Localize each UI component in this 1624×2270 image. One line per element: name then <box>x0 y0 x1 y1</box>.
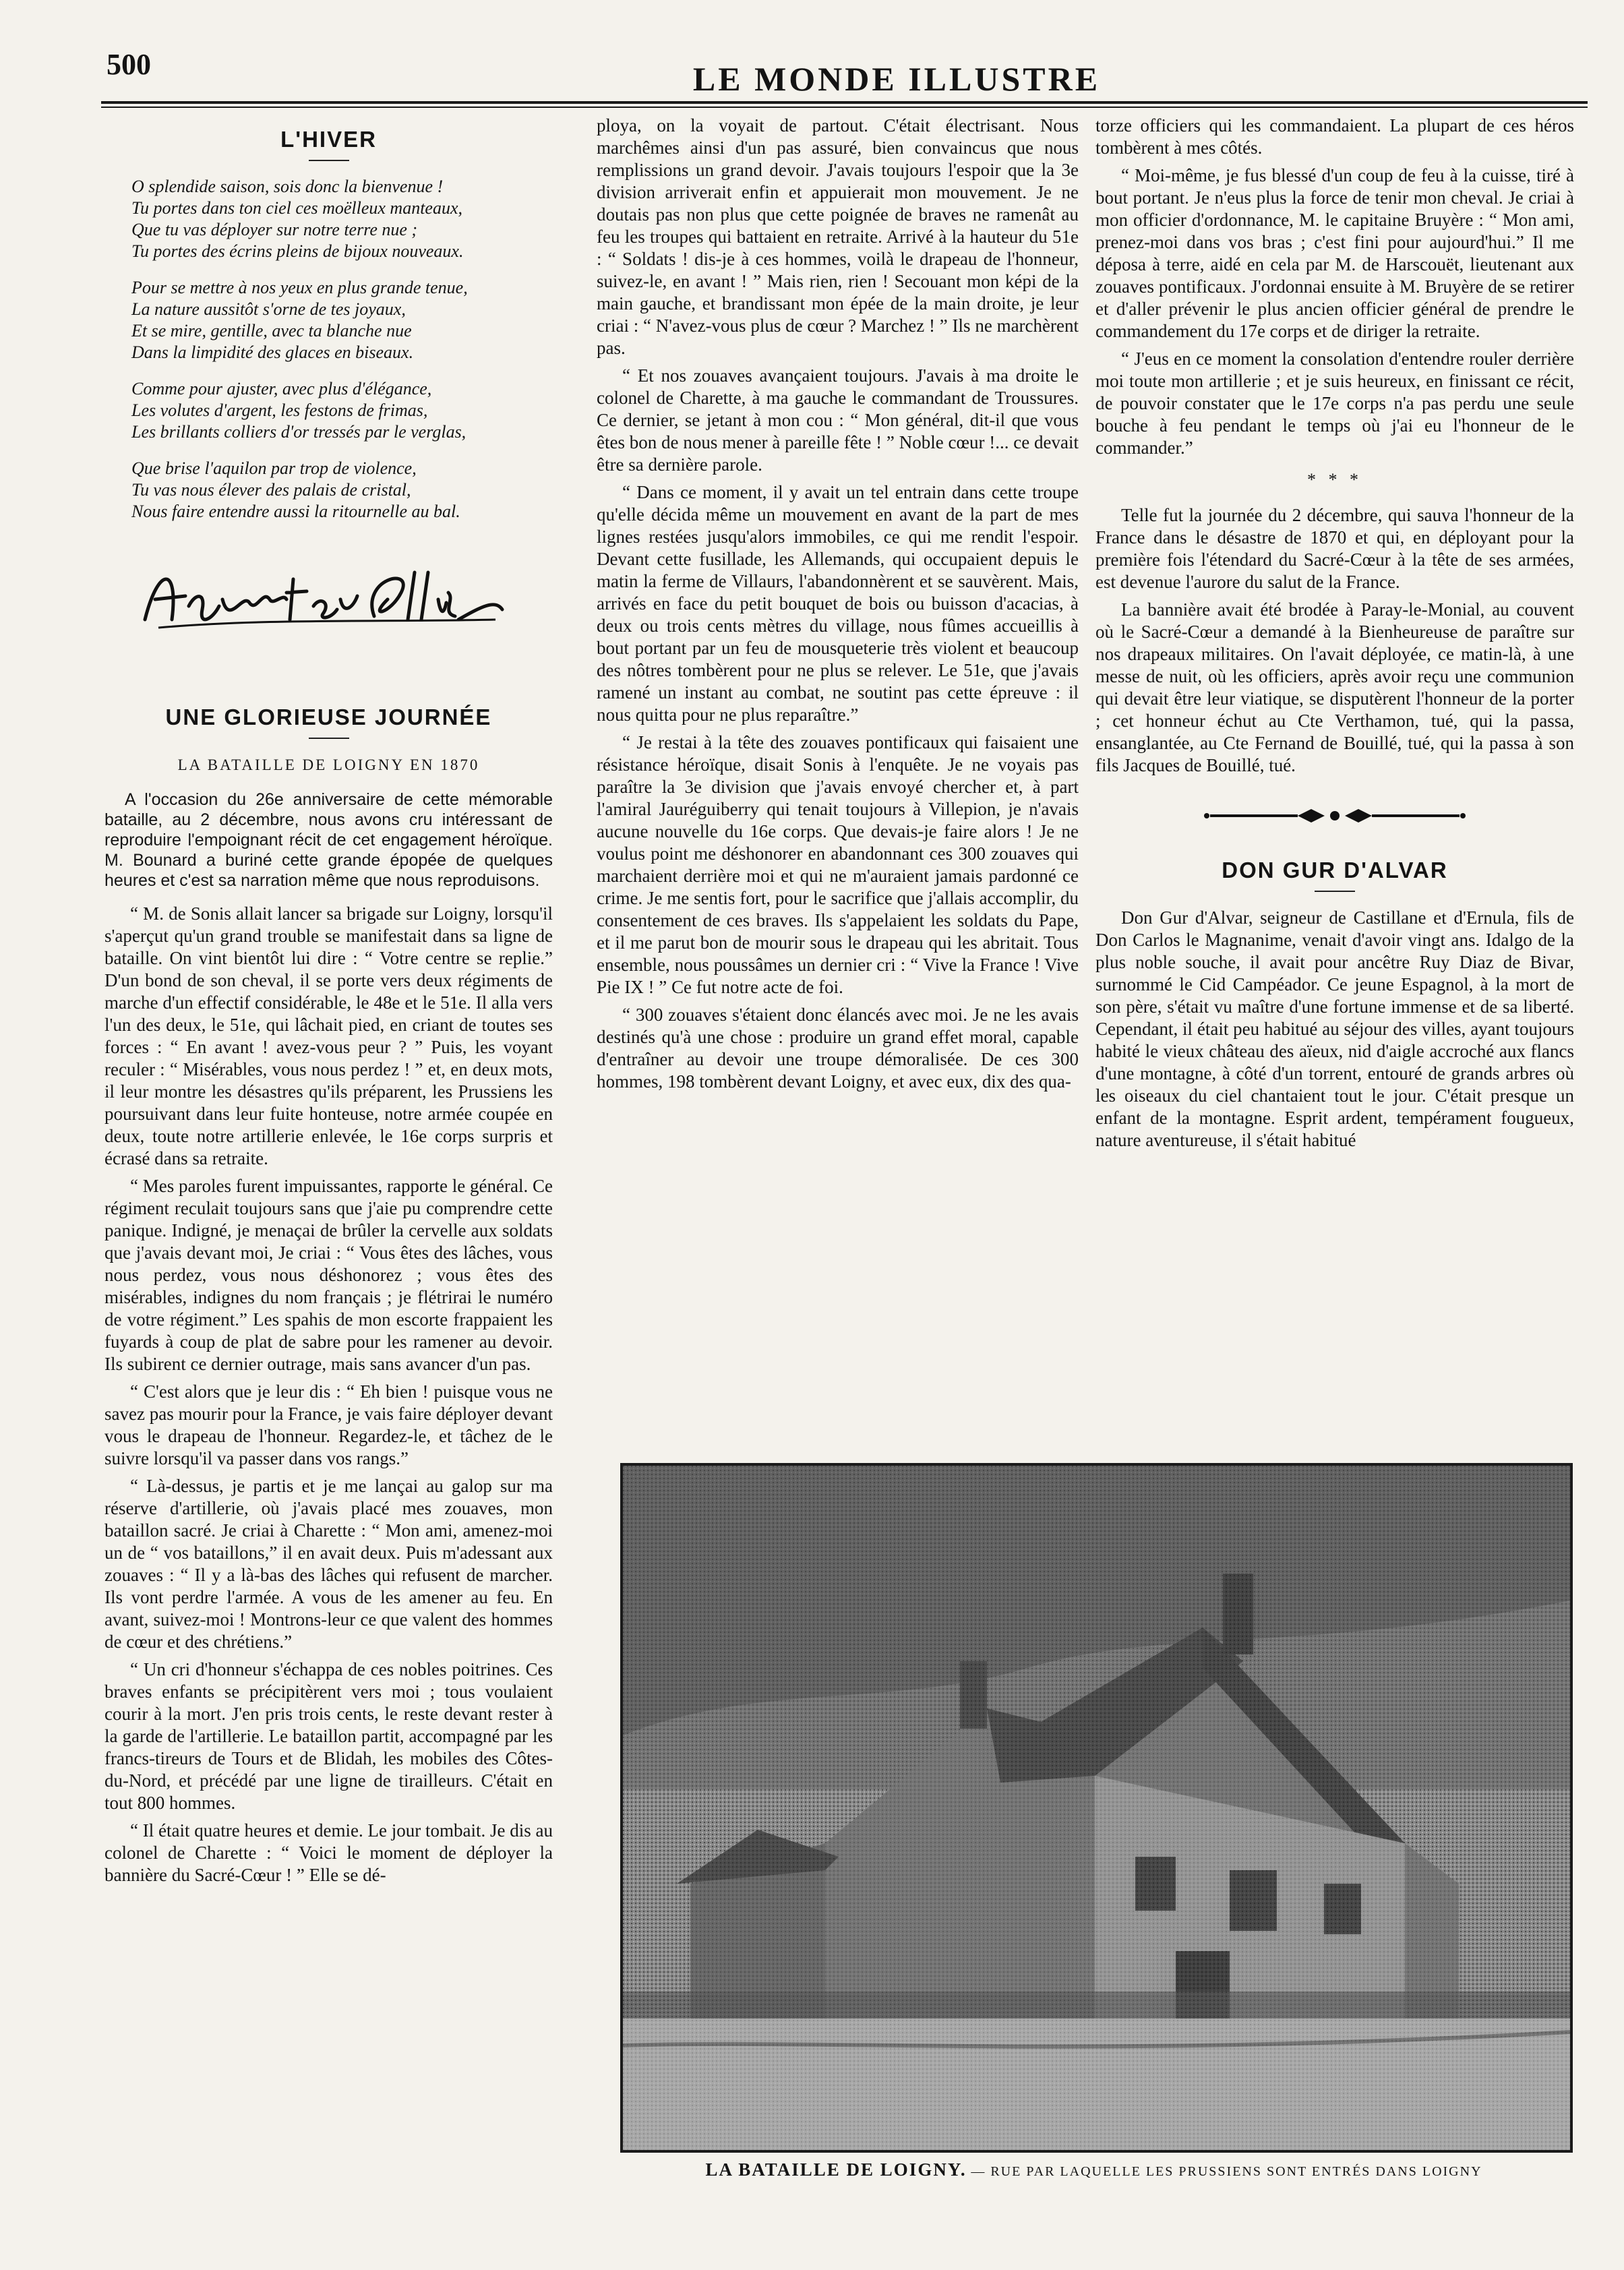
paragraph: “ Un cri d'honneur s'échappa de ces nobles poitrines. Ces braves enfants se précipitèrent vers moi ; tous voulaient courir à la mort. J'en pris trois cents, le reste devant rester à la garde de l'artillerie. Le bataillon partit, accompagné par les francs-tireurs de Tours et de Blidah, les mobiles des Côtes-du-Nord, et précédé par une ligne de tirailleurs. C'était en tout 800 hommes. <box>104 1659 553 1813</box>
poem-line: Les volutes d'argent, les festons de frimas, <box>131 400 428 420</box>
poem-title: L'HIVER <box>280 127 377 152</box>
illustration-battle-of-loigny <box>620 1463 1573 2153</box>
paragraph: “ J'eus en ce moment la consolation d'entendre rouler derrière moi toute mon artillerie ; et je suis heureux, en finissant ce récit, de pouvoir constater que le 17e corps n'a pas perdu une seule bouche à feu pendant le temps où j'ai eu l'honneur de le commander.” <box>1095 349 1574 458</box>
paragraph: Don Gur d'Alvar, seigneur de Castillane et d'Ernula, fils de Don Carlos le Magnanime, venait d'avoir vingt ans. Idalgo de la plus noble souche, il avait pour ancêtre Ruy Diaz de Bivar, surnommé le Cid Campéador. Ce jeune Espagnol, à la mort de son père, s'était vu maître d'une fortune immense et de sa liberté. Cependant, il était peu habitué au séjour des villes, ayant toujours habité le vieux château des aïeux, nid d'aigle accroché aux flancs d'une montagne, à côté d'un torrent, entouré de grands arbres où les oiseaux du ciel chantaient tout le jour. C'était presque un enfant de la montagne. Esprit ardent, tempérament fougueux, nature aventureuse, il s'était habitué <box>1095 907 1574 1150</box>
paragraph: “ M. de Sonis allait lancer sa brigade sur Loigny, lorsqu'il s'aperçut qu'un grand trouble se manifestait dans sa ligne de bataille. On vint bientôt lui dire : “ Votre centre se replie.” D'un bond de son cheval, il se porte vers deux régiments de marche d'un effectif considérable, le 48e et le 51e. Il alla vers l'un des deux, le 51e, qui lâchait pied, en criant de toutes ses forces : “ En avant ! avez-vous peur ? ” Puis, les voyant reculer : “ Misérables, vous nous perdez ! ” et, en deux mots, il leur montre les désastres qu'ils préparent, les Prussiens les poursuivant dans leur fuite honteuse, notre armée coupée en deux, toute notre artillerie enlevée, le 16e corps surpris et écrasé dans sa retraite. <box>104 903 553 1168</box>
village-street-engraving <box>623 1466 1570 2150</box>
poem-line: Tu portes des écrins pleins de bijoux nouveaux. <box>131 241 464 261</box>
ornament-divider <box>1095 802 1574 829</box>
masthead-title: LE MONDE ILLUSTRE <box>692 60 1101 98</box>
poem-line: La nature aussitôt s'orne de tes joyaux, <box>131 299 406 319</box>
paragraph: “ Dans ce moment, il y avait un tel entrain dans cette troupe qu'elle décida même un mouvement en avant de la part de mes lignes restées jusqu'alors immobiles, ce qui me rendit l'espoir. Devant cette fusillade, les Allemands, qui occupaient depuis le matin la ferme de Villaurs, l'abandonnèrent et se sauvèrent. Mais, arrivés en face du petit bouquet de bois ou buisson d'acacias, à deux ou trois cents mètres du village, nous fûmes accueillis à bout portant par un feu de mousqueterie très violent et beaucoup des nôtres tombèrent pour ne plus se relever. Le 51e, que j'avais ramené un instant au combat, ne soutint pas cette épreuve : il nous quitta pour ne plus reparaître.” <box>597 482 1079 725</box>
poem-stanza <box>131 378 553 443</box>
poem-stanza <box>131 277 553 363</box>
poem-line: Et se mire, gentille, avec ta blanche nue <box>131 321 412 340</box>
illustration-caption <box>620 2159 1567 2180</box>
article-subtitle: LA BATAILLE DE LOIGNY EN 1870 <box>177 756 480 773</box>
title-rule <box>1315 891 1355 892</box>
paragraph: Telle fut la journée du 2 décembre, qui sauva l'honneur de la France dans le désastre de 1870 et qui, en déployant pour la première fois l'étendard du Sacré-Cœur à la tête de ses armées, est devenue l'aurore du salut de la France. <box>1095 505 1574 592</box>
paragraph: torze officiers qui les commandaient. La plupart de ces héros tombèrent à mes côtés. <box>1095 115 1574 158</box>
caption-sub: — RUE PAR LAQUELLE LES PRUSSIENS SONT ENTRÉS DANS LOIGNY <box>971 2164 1482 2179</box>
paragraph: “ Moi-même, je fus blessé d'un coup de feu à la cuisse, tiré à bout portant. Je n'eus plus la force de tenir mon cheval. Je criai à mon officier d'ordonnance, M. le capitaine Bruyère : “ Mon ami, prenez-moi dans vos bras ; c'est fini pour aujourd'hui.” Il me déposa à terre, aidé en cela par M. de Harscouët, lieutenant aux zouaves pontificaux. J'ordonnai ensuite à M. Bruyère de se retirer et d'aller prévenir le plus ancien officier général de prendre le commandement du 17e corps et de diriger la retraite. <box>1095 165 1574 341</box>
paragraph: “ C'est alors que je leur dis : “ Eh bien ! puisque vous ne savez pas mourir pour la France, je vais faire déployer devant vous le drapeau de l'honneur. Regardez-le, et tâchez de le suivre lorsqu'il va passer dans vos rangs.” <box>104 1381 553 1468</box>
title-rule <box>309 738 349 739</box>
poem-line: Pour se mettre à nos yeux en plus grande tenue, <box>131 278 468 297</box>
column-left <box>104 115 553 1892</box>
poem-line: Comme pour ajuster, avec plus d'élégance, <box>131 379 432 398</box>
article-title: UNE GLORIEUSE JOURNÉE <box>165 705 492 729</box>
poem-line: Que tu vas déployer sur notre terre nue ; <box>131 220 418 239</box>
paragraph: “ Il était quatre heures et demie. Le jour tombait. Je dis au colonel de Charette : “ Voici le moment de déployer la bannière du Sacré-Cœur ! ” Elle se dé- <box>104 1820 553 1885</box>
poem-line: O splendide saison, sois donc la bienvenue ! <box>131 177 444 196</box>
poem-line: Dans la limpidité des glaces en biseaux. <box>131 342 414 362</box>
column-middle <box>597 115 1079 1098</box>
paragraph: “ Mes paroles furent impuissantes, rapporte le général. Ce régiment reculait toujours sans que j'aie pu comprendre cette panique. Indigné, je menaçai de brûler la cervelle aux soldats que j'avais devant moi, Je criai : “ Vous êtes des lâches, vous nous perdez, vous nous déshonorez ; vous êtes des misérables, indignes du nom français ; je flétrirai le numéro de votre régiment.” Les spahis de mon escorte frappaient les fuyards à coup de plat de sabre pour les ramener au devoir. Ils subirent ce dernier outrage, mais sans avancer d'un pas. <box>104 1176 553 1374</box>
paragraph: ploya, on la voyait de partout. C'était électrisant. Nous marchêmes ainsi d'un pas assuré, bien convaincus que nous remplissions un grand devoir. J'avais toujours l'espoir que la 3e division arriverait enfin et appuierait mon mouvement. Je ne doutais pas non plus que cette poignée de braves ne ramenât au feu les troupes qui battaient en retraite. Arrivé à la hauteur du 51e : “ Soldats ! dis-je à ces hommes, voilà le drapeau de l'honneur, suivez-le, en avant ! ” Mais rien, rien ! Secouant mon képi de la main gauche, et brandissant mon épée de la main droite, je leur criai : “ N'avez-vous plus de cœur ? Marchez ! ” Ils ne marchèrent pas. <box>597 115 1079 358</box>
poem-line: Les brillants colliers d'or tressés par le verglas, <box>131 422 467 442</box>
article-title: DON GUR D'ALVAR <box>1222 858 1448 883</box>
paragraph: “ Là-dessus, je partis et je me lançai au galop sur ma réserve d'artillerie, où j'avais placé mes zouaves, mon bataillon sacré. Je criai à Charette : “ Mon ami, amenez-moi un de “ vos bataillons,” il en avait deux. Puis m'adessant aux zouaves : “ Il y a là-bas des lâches qui refusent de marcher. Ils vont perdre l'armée. A vous de les amener au feu. En avant, suivez-moi ! Montrons-leur ce que valent des hommes de cœur et des chrétiens.” <box>104 1476 553 1652</box>
paragraph: “ Je restai à la tête des zouaves pontificaux qui faisaient une résistance héroïque, disait Sonis à l'enquête. Je ne voyais pas paraître la 3e division que j'avais envoyé chercher et, à part l'amiral Jauréguiberry qui tenait toujours à Villepion, je n'avais aucune nouvelle du 16e corps. Que devais-je faire alors ! Je ne voulus point me déshonorer en abandonnant ces 300 zouaves qui marchaient derrière moi et qui ne m'auraient jamais pardonné ce crime. Je me sentis fort, pour le sacrifice que j'allais accomplir, du consentement de ces braves. Ils s'appelaient les soldats du Pape, et il me parut bon de mourir sous le drapeau qui les abritait. Tous ensemble, nous poussâmes un dernier cri : “ Vive la France ! Vive Pie IX ! ” Ce fut notre acte de foi. <box>597 732 1079 997</box>
paragraph: “ Et nos zouaves avançaient toujours. J'avais à ma droite le colonel de Charette, à ma gauche le commandant de Troussures. Ce dernier, se jetant à mon cou : “ Mon général, dit-il que vous êtes bon de nous mener à pareille fête ! ” Noble cœur !... ce devait être sa dernière parole. <box>597 365 1079 475</box>
header-rule-thin <box>101 107 1588 108</box>
title-rule <box>309 160 349 161</box>
paragraph: La bannière avait été brodée à Paray-le-Monial, au couvent où le Sacré-Cœur a demandé à la Bienheureuse de paraître sur nos drapeaux militaires. On l'avait déployée, ce matin-là, à une messe de nuit, où les officiers, après avoir reçu une communion qui devait être leur viatique, se disputèrent l'honneur de la porter ; cet honneur échut au Cte Verthamon, tué, qui la passa, ensanglantée, au Cte Fernand de Bouillé, tué, qui la passa à son fils Jacques de Bouillé, tué. <box>1095 599 1574 775</box>
poem-stanza <box>131 458 553 522</box>
poem-line: Nous faire entendre aussi la ritournelle au bal. <box>131 502 460 521</box>
intro-paragraph: A l'occasion du 26e anniversaire de cette mémorable bataille, au 2 décembre, nous avons cru intéressant de reproduire l'empoignant récit de cet engagement héroïque. M. Bounard a buriné cette grande épopée de quelques heures et c'est sa narration même que nous reproduisons. <box>104 790 553 890</box>
poem-body <box>131 176 553 522</box>
poem-line: Que brise l'aquilon par trop de violence, <box>131 458 417 478</box>
column-right <box>1095 115 1574 1157</box>
poem-line: Tu vas nous élever des palais de cristal, <box>131 480 411 500</box>
section-stars: * * * <box>1307 470 1362 489</box>
article-intro <box>104 789 553 891</box>
poem-stanza <box>131 176 553 262</box>
page-number: 500 <box>107 48 151 81</box>
poem-line: Tu portes dans ton ciel ces moëlleux manteaux, <box>131 198 463 218</box>
caption-main: LA BATAILLE DE LOIGNY. <box>705 2159 967 2180</box>
header-rule <box>101 101 1588 104</box>
signature-image <box>131 552 509 647</box>
paragraph: “ 300 zouaves s'étaient donc élancés avec moi. Je ne les avais destinés qu'à une chose : produire un grand effet moral, capable d'entraîner au devoir une troupe démoralisée. De ces 300 hommes, 198 tombèrent devant Loigny, et avec eux, dix des qua- <box>597 1005 1079 1092</box>
